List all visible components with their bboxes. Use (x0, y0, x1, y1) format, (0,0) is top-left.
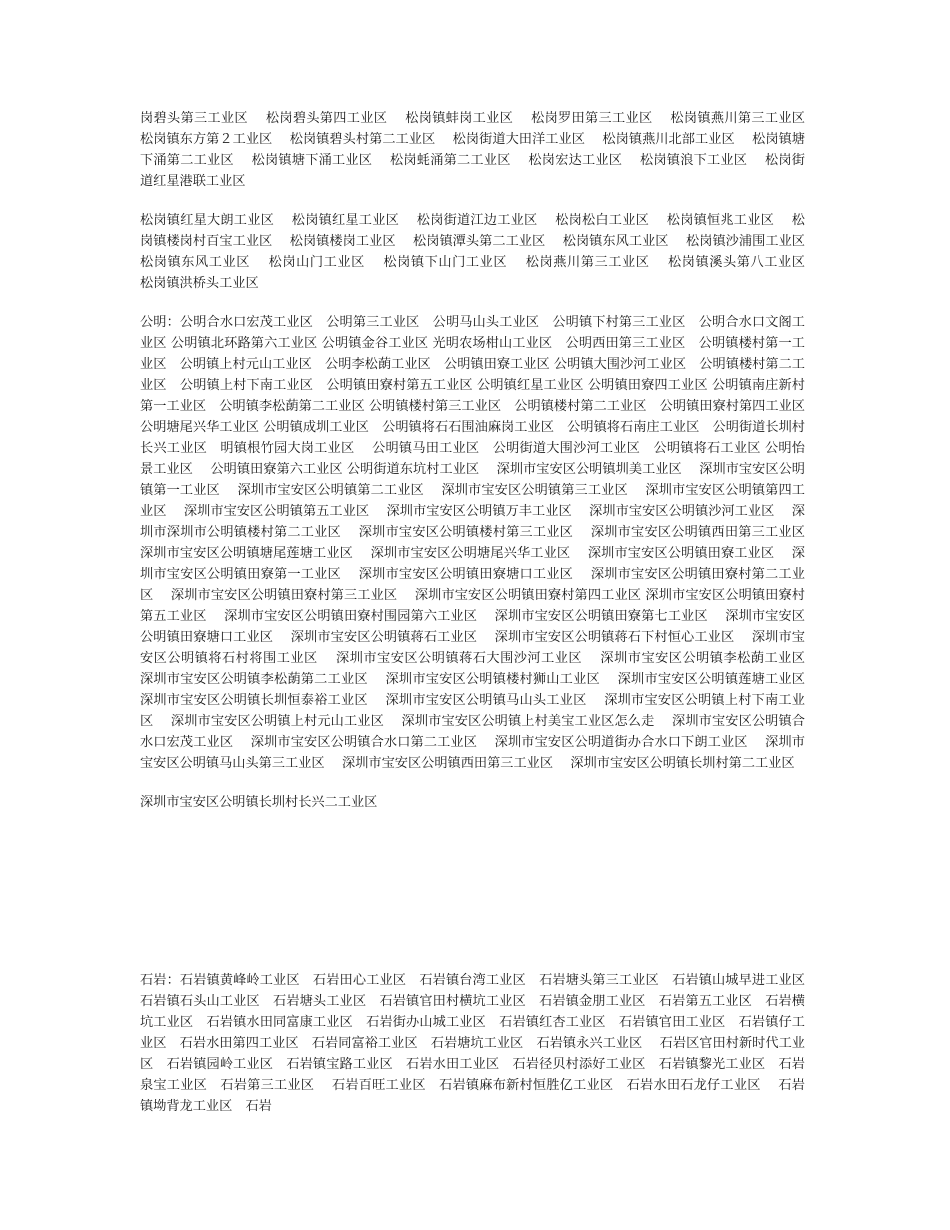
gongming-changzhen-paragraph: 深圳市宝安区公明镇长圳村长兴二工业区 (140, 795, 378, 810)
songgang-industrial-zones-paragraph: 岗碧头第三工业区 松岗碧头第四工业区 松岗镇蚌岗工业区 松岗罗田第三工业区 松岗镇燕川第三工业区 松岗镇东方第２工业区 松岗镇碧头村第二工业区 松岗街道大田洋工业区 松岗镇燕川北部工业区 松岗镇塘下涌第二工业区 松岗镇塘下涌工业区 松岗蚝涌第二工业区 松岗宏达工业区 松岗镇浪下工业区 松岗街道红星港联工业区 (140, 111, 823, 189)
songgang-industrial-zones-paragraph-2: 松岗镇红星大朗工业区 松岗镇红星工业区 松岗街道江边工业区 松岗松白工业区 松岗镇恒兆工业区 松岗镇楼岗村百宝工业区 松岗镇楼岗工业区 松岗镇潭头第二工业区 松岗镇东风工业区 松岗镇沙浦围工业区 松岗镇东风工业区 松岗山门工业区 松岗镇下山门工业区 松岗燕川第三工业区 松岗镇溪头第八工业区 松岗镇洪桥头工业区 (140, 213, 823, 291)
gongming-industrial-zones-paragraph: 公明：公明合水口宏茂工业区 公明第三工业区 公明马山头工业区 公明镇下村第三工业区 公明合水口文阁工业区 公明镇北环路第六工业区 公明镇金谷工业区 光明农场柑山工业区 公明西田第三工业区 公明镇楼村第一工业区 公明镇上村元山工业区 公明李松蓢工业区 公明镇田寮工业区 公明镇大围沙河工业区 公明镇楼村第二工业区 公明镇上村下南工业区 公明镇田寮村第五工业区 公明镇红星工业区 公明镇田寮四工业区 公明镇南庄新村第一工业区 公明镇李松蓢第二工业区 公明镇楼村第三工业区 公明镇楼村第二工业区 公明镇田寮村第四工业区 公明塘尾兴华工业区 公明镇成圳工业区 公明镇将石石围油麻岗工业区 公明镇将石南庄工业区 公明街道长圳村长兴工业区 明镇根竹园大岗工业区 公明镇马田工业区 公明街道大围沙河工业区 公明镇将石工业区 公明怡景工业区 公明镇田寮第六工业区 公明街道东坑村工业区 深圳市宝安区公明镇圳美工业区 深圳市宝安区公明镇第一工业区 深圳市宝安区公明镇第二工业区 深圳市宝安区公明镇第三工业区 深圳市宝安区公明镇第四工业区 深圳市宝安区公明镇第五工业区 深圳市宝安区公明镇万丰工业区 深圳市宝安区公明镇沙河工业区 深圳市深圳市公明镇楼村第二工业区 深圳市宝安区公明镇楼村第三工业区 深圳市宝安区公明镇西田第三工业区 深圳市宝安区公明镇塘尾莲塘工业区 深圳市宝安区公明塘尾兴华工业区 深圳市宝安区公明镇田寮工业区 深圳市宝安区公明镇田寮第一工业区 深圳市宝安区公明镇田寮塘口工业区 深圳市宝安区公明镇田寮村第二工业区 深圳市宝安区公明镇田寮村第三工业区 深圳市宝安区公明镇田寮村第四工业区 深圳市宝安区公明镇田寮村第五工业区 深圳市宝安区公明镇田寮村围园第六工业区 深圳市宝安区公明镇田寮第七工业区 深圳市宝安区公明镇田寮塘口工业区 深圳市宝安区公明镇蒋石工业区 深圳市宝安区公明镇蒋石下村恒心工业区 深圳市宝安区公明镇将石村将围工业区 深圳市宝安区公明镇蒋石大围沙河工业区 深圳市宝安区公明镇李松蓢工业区 深圳市宝安区公明镇李松蓢第二工业区 深圳市宝安区公明镇楼村狮山工业区 深圳市宝安区公明镇莲塘工业区 深圳市宝安区公明镇长圳恒泰裕工业区 深圳市宝安区公明镇马山头工业区 深圳市宝安区公明镇上村下南工业区 深圳市宝安区公明镇上村元山工业区 深圳市宝安区公明镇上村美宝工业区怎么走 深圳市宝安区公明镇合水口宏茂工业区 深圳市宝安区公明镇合水口第二工业区 深圳市宝安区公明道街办合水口下朗工业区 深圳市宝安区公明镇马山头第三工业区 深圳市宝安区公明镇西田第三工业区 深圳市宝安区公明镇长圳村第二工业区 (140, 315, 823, 771)
shiyan-industrial-zones-paragraph: 石岩：石岩镇黄峰岭工业区 石岩田心工业区 石岩镇台湾工业区 石岩塘头第三工业区 石岩镇山城早进工业区 石岩镇石头山工业区 石岩塘头工业区 石岩镇官田村横坑工业区 石岩镇金朋工业区 石岩第五工业区 石岩横坑工业区 石岩镇水田同富康工业区 石岩街办山城工业区 石岩镇红杏工业区 石岩镇官田工业区 石岩镇仔工业区 石岩水田第四工业区 石岩同富裕工业区 石岩塘坑工业区 石岩镇永兴工业区 石岩区官田村新时代工业区 石岩镇园岭工业区 石岩镇宝路工业区 石岩水田工业区 石岩径贝村添好工业区 石岩镇黎光工业区 石岩泉宝工业区 石岩第三工业区 石岩百旺工业区 石岩镇麻布新村恒胜亿工业区 石岩水田石龙仔工业区 石岩镇坳背龙工业区 石岩 (140, 973, 819, 1114)
document-page (140, 108, 823, 1114)
